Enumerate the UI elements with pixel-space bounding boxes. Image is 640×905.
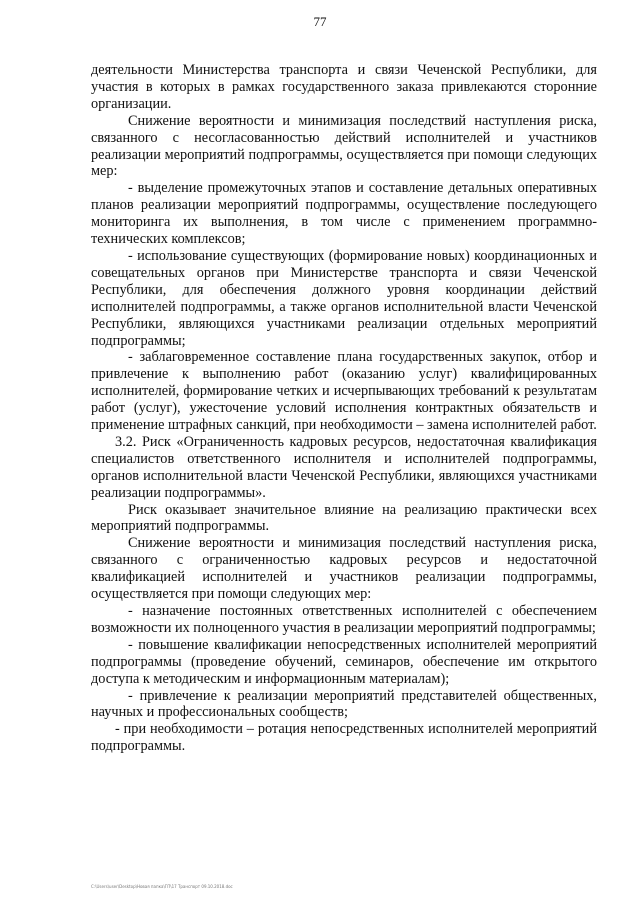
section-heading-3-2: 3.2. Риск «Ограниченность кадровых ресурсов, недостаточная квалификация специалистов ответственного исполнителя и исполнителей подпрограммы, органов исполнительной власти Чеченской Республики, являющихся участниками реализации подпрограммы». bbox=[91, 433, 597, 501]
document-body bbox=[91, 62, 597, 755]
footer-file-path: C:\Users\user\Desktop\Новая папка\ГП\17 Транспорт 09.10.2018.doc bbox=[91, 884, 233, 889]
list-item-measure: - при необходимости – ротация непосредственных исполнителей мероприятий подпрограммы. bbox=[91, 721, 597, 755]
paragraph-continuation: деятельности Министерства транспорта и связи Чеченской Республики, для участия в которых в рамках государственного заказа привлекаются сторонние организации. bbox=[91, 62, 597, 112]
list-item-measure: - использование существующих (формирование новых) координационных и совещательных органов при Министерстве транспорта и связи Чеченской Республики, для обеспечения должного уровня координации действий исполнителей подпрограммы, а также органов исполнительной власти Чеченской Республики, являющихся участниками реализации отдельных мероприятий подпрограммы; bbox=[91, 247, 597, 349]
list-item-measure: - назначение постоянных ответственных исполнителей с обеспечением возможности их полноценного участия в реализации мероприятий подпрограммы; bbox=[91, 603, 597, 636]
list-item-measure: - повышение квалификации непосредственных исполнителей мероприятий подпрограммы (проведение обучений, семинаров, обеспечение им открытого доступа к методическим и информационным материалам); bbox=[91, 636, 597, 687]
list-item-measure: - заблаговременное составление плана государственных закупок, отбор и привлечение к выполнению работ (оказанию услуг) квалифицированных исполнителей, формирование четких и исчерпывающих требований к результатам работ (услуг), ужесточение условий исполнения контрактных обязательств и применение штрафных санкций, при необходимости – замена исполнителей работ. bbox=[91, 349, 597, 434]
page-number: 77 bbox=[313, 14, 327, 29]
list-item-measure: - привлечение к реализации мероприятий представителей общественных, научных и профессиональных сообществ; bbox=[91, 687, 597, 721]
paragraph-risk-mitigation-intro: Снижение вероятности и минимизация последствий наступления риска, связанного с несогласованностью действий исполнителей и участников реализации мероприятий подпрограммы, осуществляется при помощи следующих мер: bbox=[91, 112, 597, 180]
paragraph-risk-impact: Риск оказывает значительное влияние на реализацию практически всех мероприятий подпрограммы. bbox=[91, 501, 597, 535]
list-item-measure: - выделение промежуточных этапов и составление детальных оперативных планов реализации мероприятий подпрограммы, осуществление последующего мониторинга их выполнения, в том числе с применением программно-технических комплексов; bbox=[91, 180, 597, 248]
paragraph-risk-mitigation-intro: Снижение вероятности и минимизация последствий наступления риска, связанного с ограниченностью кадровых ресурсов и недостаточной квалификацией исполнителей и участников реализации подпрограммы, осуществляется при помощи следующих мер: bbox=[91, 535, 597, 603]
